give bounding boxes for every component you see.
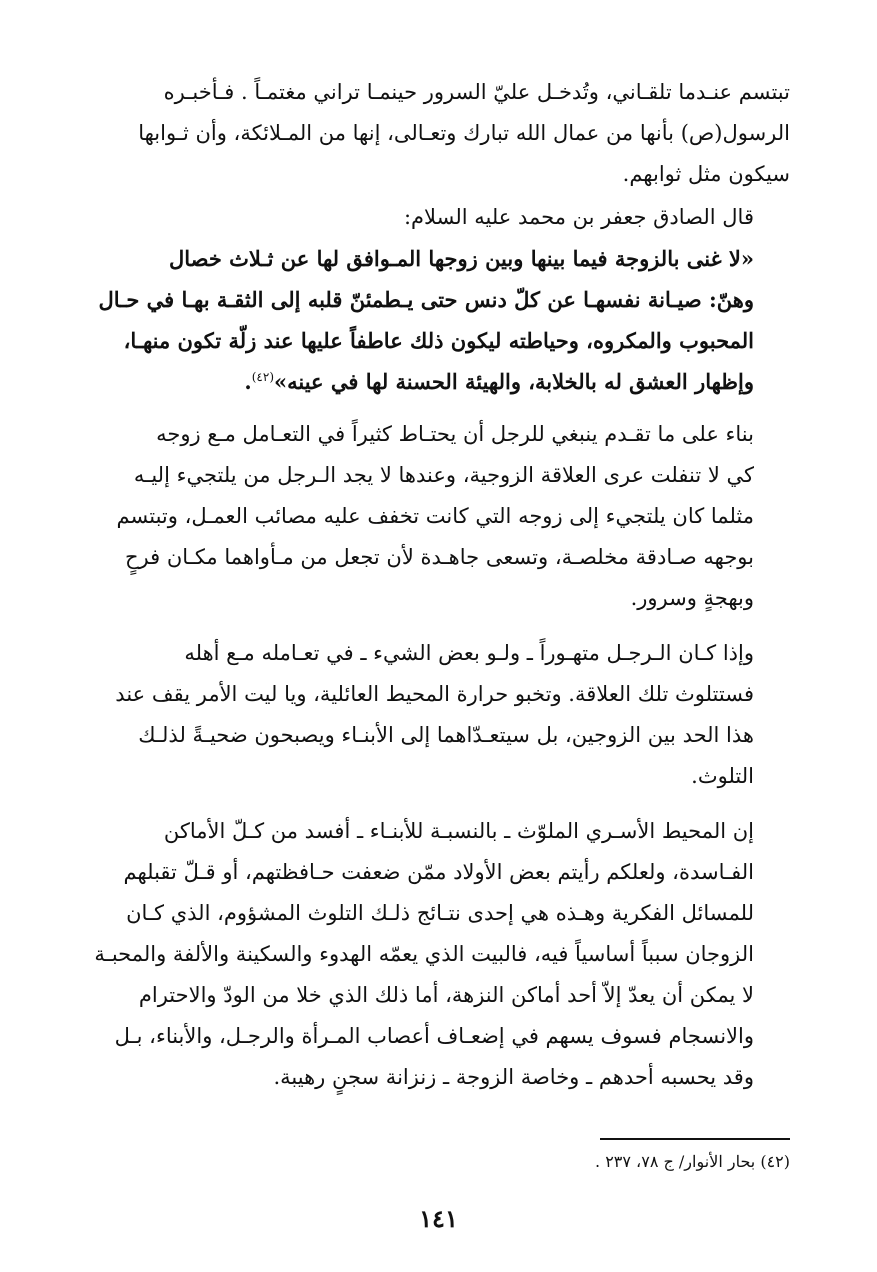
text-line: الرسول(ص) بأنها من عمال الله تبارك وتعـالى، إنها من المـلائكة، وأن ثـوابها (138, 121, 790, 145)
text-line: بناء على ما تقـدم ينبغي للرجل أن يحتـاط كثيراً في التعـامل مـع زوجه (156, 422, 754, 446)
text-line: الزوجان سبباً أساسياً فيه، فالبيت الذي يعمّه الهدوء والسكينة والألفة والمحبـة (94, 942, 754, 966)
footnote-reference: (٤٢) (251, 370, 274, 384)
text-line: لا يمكن أن يعدّ إلاّ أحد أماكن النزهة، أما ذلك الذي خلا من الودّ والاحترام (138, 983, 754, 1007)
text-line: للمسائل الفكرية وهـذه هي إحدى نتـائج ذلـك التلوث المشؤوم، الذي كـان (126, 901, 754, 925)
text-line: وبهجةٍ وسرور. (630, 586, 754, 610)
page-body (88, 72, 790, 1098)
text-line: وقد يحسبه أحدهم ـ وخاصة الزوجة ـ زنزانة سجنٍ رهيبة. (273, 1065, 754, 1089)
quote-line: المحبوب والمكروه، وحياطته ليكون ذلك عاطفاً عليها عند زلّة تكون منهـا، (123, 328, 754, 353)
page-number: ١٤١ (419, 1204, 458, 1233)
text-line: الفـاسدة، ولعلكم رأيتم بعض الأولاد ممّن ضعفت حـافظتهم، أو قـلّ تقبلهم (123, 860, 754, 884)
text-line: وإذا كـان الـرجـل متهـوراً ـ ولـو بعض الشيء ـ في تعـامله مـع أهله (184, 641, 754, 665)
quote-last-text: وإظهار العشق له بالخلابة، والهيئة الحسنة لها في عينه» (274, 369, 754, 394)
quote-intro: قال الصادق جعفر بن محمد عليه السلام: (403, 205, 754, 229)
paragraph-4 (88, 633, 790, 797)
paragraph-2-quotation (88, 197, 790, 402)
quote-line: وهنّ: صيـانة نفسهـا عن كلّ دنس حتى يـطمئنّ قلبه إلى الثقـة بهـا في حـال (98, 287, 754, 312)
paragraph-5 (88, 811, 790, 1098)
text-line: إن المحيط الأسـري الملوّث ـ بالنسبـة للأبنـاء ـ أفسد من كـلّ الأماكن (163, 819, 754, 843)
text-line: التلوث. (691, 764, 754, 788)
text-line: سيكون مثل ثوابهم. (622, 162, 790, 186)
footnote: (٤٢) بحار الأنوار/ ج ٧٨، ٢٣٧ . (595, 1152, 790, 1171)
quote-end-mark: . (244, 369, 252, 394)
text-line: تبتسم عنـدما تلقـاني، وتُدخـل عليّ السرور حينمـا تراني مغتمـاً . فـأخبـره (163, 80, 790, 104)
quote-line: «لا غنى بالزوجة فيما بينها وبين زوجها المـوافق لها عن ثـلاث خصال (168, 246, 754, 271)
footnote-divider (600, 1138, 790, 1140)
quote-last-line (88, 361, 790, 402)
text-line: والانسجام فسوف يسهم في إضعـاف أعصاب المـرأة والرجـل، والأبناء، بـل (114, 1024, 754, 1048)
text-line: كي لا تنفلت عرى العلاقة الزوجية، وعندها لا يجد الـرجل من يلتجيء إليـه (133, 463, 754, 487)
text-line: فستتلوث تلك العلاقة. وتخبو حرارة المحيط العائلية، ويا ليت الأمر يقف عند (115, 682, 754, 706)
paragraph-3 (88, 414, 790, 619)
paragraph-1 (88, 72, 790, 195)
text-line: هذا الحد بين الزوجين، بل سيتعـدّاهما إلى الأبنـاء ويصبحون ضحيـةً لذلـك (138, 723, 754, 747)
text-line: مثلما كان يلتجيء إلى زوجه التي كانت تخفف عليه مصائب العمـل، وتبتسم (116, 504, 754, 528)
text-line: بوجهه صـادقة مخلصـة، وتسعى جاهـدة لأن تجعل من مـأواهما مكـان فرحٍ (125, 545, 754, 569)
